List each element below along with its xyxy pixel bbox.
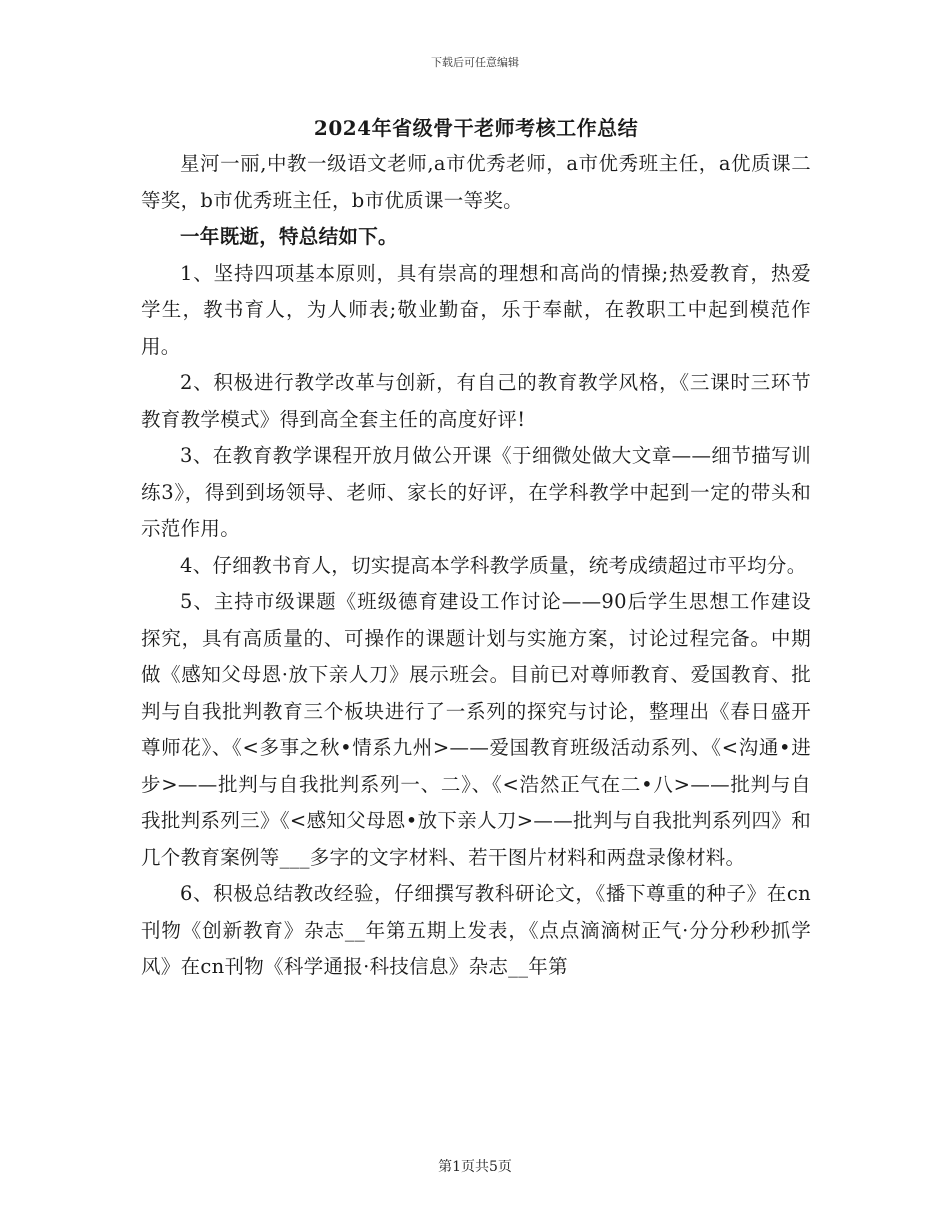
paragraph-item-6: 6、积极总结教改经验，仔细撰写教科研论文，《播下尊重的种子》在cn刊物《创新教育》杂志__年第五期上发表，《点点滴滴树正气·分分秒秒抓学风》在cn刊物《科学通报·科技信息》杂志__年第 bbox=[141, 882, 811, 978]
document-title: 2024年省级骨干老师考核工作总结 bbox=[313, 116, 639, 140]
document-body bbox=[141, 112, 811, 986]
page-number: 第1页共5页 bbox=[438, 1159, 512, 1175]
paragraph-item-4: 4、仔细教书育人，切实提高本学科教学质量，统考成绩超过市平均分。 bbox=[180, 553, 807, 577]
paragraph-item-1: 1、坚持四项基本原则，具有崇高的理想和高尚的情操;热爱教育，热爱学生，教书育人，为人师表;敬业勤奋，乐于奉献，在教职工中起到模范作用。 bbox=[141, 261, 811, 358]
paragraph-item-3: 3、在教育教学课程开放月做公开课《于细微处做大文章——细节描写训练3》，得到到场领导、老师、家长的好评，在学科教学中起到一定的带头和示范作用。 bbox=[141, 444, 811, 540]
paragraph-item-5: 5、主持市级课题《班级德育建设工作讨论——90后学生思想工作建设探究，具有高质量的、可操作的课题计划与实施方案，讨论过程完备。中期做《感知父母恩·放下亲人刀》展示班会。目前已对尊师教育、爱国教育、批判与自我批判教育三个板块进行了一系列的探究与讨论，整理出《春日盛开尊师花》、《<多事之秋•情系九州>——爱国教育班级活动系列、《<沟通•进步>——批判与自我批判系列一、二》、《<浩然正气在二•八>——批判与自我批判系列三》《<感知父母恩•放下亲人刀>——批判与自我批判系列四》和几个教育案例等___多字的文字材料、若干图片材料和两盘录像材料。 bbox=[141, 590, 811, 869]
paragraph-summary-heading: 一年既逝，特总结如下。 bbox=[180, 225, 398, 248]
header-note: 下载后可任意编辑 bbox=[431, 56, 519, 69]
paragraph-intro: 星河一丽,中教一级语文老师,a市优秀老师，a市优秀班主任，a优质课二等奖，b市优秀班主任，b市优质课一等奖。 bbox=[141, 152, 811, 212]
paragraph-item-2: 2、积极进行教学改革与创新，有自己的教育教学风格，《三课时三环节教育教学模式》得到高全套主任的高度好评! bbox=[141, 371, 811, 431]
